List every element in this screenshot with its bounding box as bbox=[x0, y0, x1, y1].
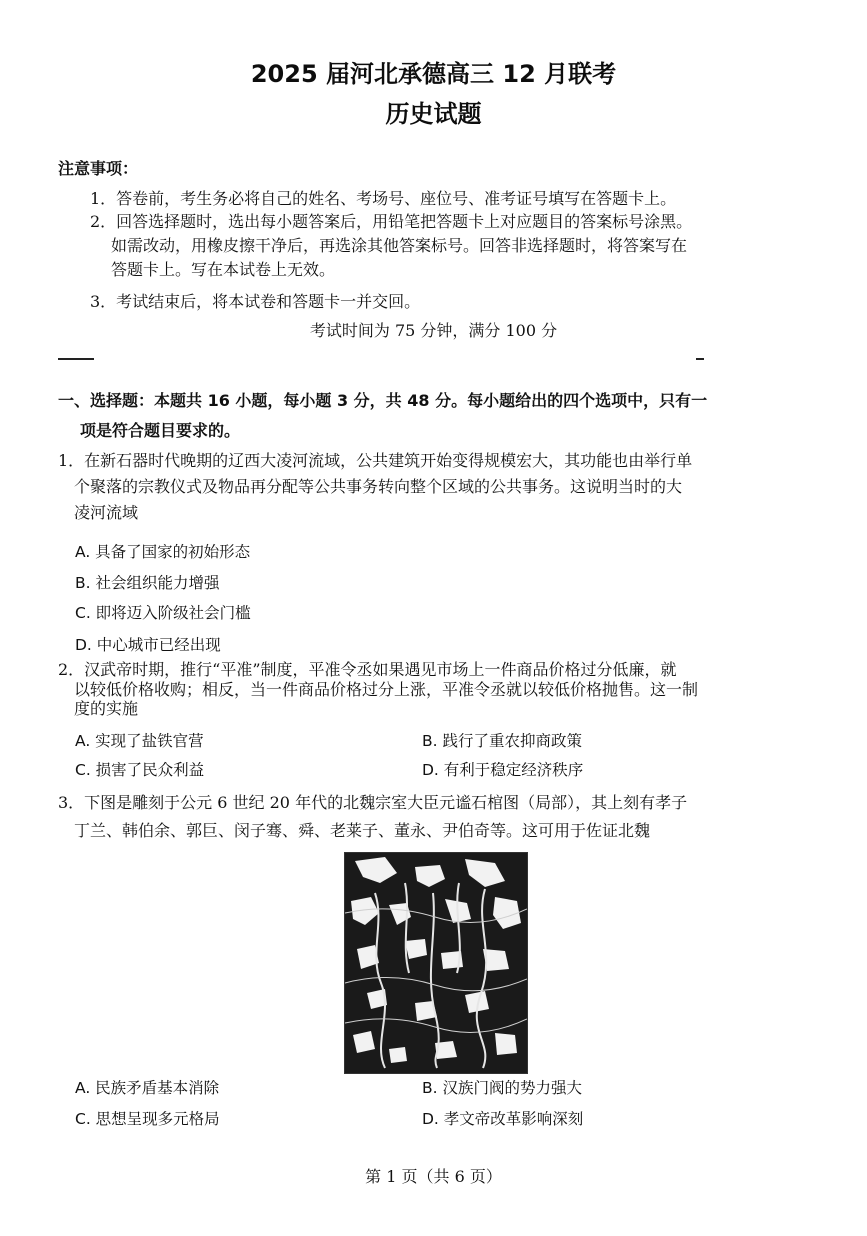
question-1-line: 1．在新石器时代晚期的辽西大凌河流域，公共建筑开始变得规模宏大，其功能也由举行单 bbox=[58, 451, 693, 470]
question-3-line: 3．下图是雕刻于公元 6 世纪 20 年代的北魏宗室大臣元谧石棺图（局部），其上刻有孝子 bbox=[58, 793, 688, 812]
question-3-option-a: A. 民族矛盾基本消除 bbox=[75, 1079, 220, 1097]
rubbing-illustration bbox=[345, 853, 527, 1073]
question-3-line: 丁兰、韩伯余、郭巨、闵子骞、舜、老莱子、董永、尹伯奇等。这可用于佐证北魏 bbox=[74, 821, 651, 840]
notice-item: 1．答卷前，考生务必将自己的姓名、考场号、座位号、准考证号填写在答题卡上。 bbox=[90, 189, 677, 208]
divider-right bbox=[696, 358, 704, 360]
section-heading: 一、选择题：本题共 16 小题，每小题 3 分，共 48 分。每小题给出的四个选项中，只有一 bbox=[58, 391, 708, 410]
section-heading: 项是符合题目要求的。 bbox=[80, 421, 241, 440]
question-3-option-c: C. 思想呈现多元格局 bbox=[75, 1110, 220, 1128]
notice-item: 2．回答选择题时，选出每小题答案后，用铅笔把答题卡上对应题目的答案标号涂黑。 bbox=[90, 212, 693, 231]
question-2-line: 2．汉武帝时期，推行“平准”制度，平准令丞如果遇见市场上一件商品价格过分低廉，就 bbox=[58, 660, 677, 679]
question-2-option-c: C. 损害了民众利益 bbox=[75, 761, 205, 779]
question-1-option-a: A. 具备了国家的初始形态 bbox=[75, 543, 251, 561]
divider-left bbox=[58, 358, 94, 360]
question-1-line: 凌河流域 bbox=[74, 503, 139, 522]
question-2-line: 以较低价格收购；相反，当一件商品价格过分上涨，平准令丞就以较低价格抛售。这一制 bbox=[74, 680, 699, 699]
question-1-option-c: C. 即将迈入阶级社会门槛 bbox=[75, 604, 251, 622]
stone-coffin-rubbing-image bbox=[344, 852, 528, 1074]
notice-item: 答题卡上。写在本试卷上无效。 bbox=[111, 260, 336, 279]
question-1-option-b: B. 社会组织能力增强 bbox=[75, 574, 220, 592]
question-1-line: 个聚落的宗教仪式及物品再分配等公共事务转向整个区域的公共事务。这说明当时的大 bbox=[74, 477, 683, 496]
notice-item: 如需改动，用橡皮擦干净后，再选涂其他答案标号。回答非选择题时，将答案写在 bbox=[111, 236, 688, 255]
subject-title: 历史试题 bbox=[385, 100, 482, 128]
question-2-option-b: B. 践行了重农抑商政策 bbox=[422, 732, 582, 750]
question-3-option-b: B. 汉族门阀的势力强大 bbox=[422, 1079, 582, 1097]
question-2-option-a: A. 实现了盐铁官营 bbox=[75, 732, 204, 750]
question-3-option-d: D. 孝文帝改革影响深刻 bbox=[422, 1110, 584, 1128]
question-2-line: 度的实施 bbox=[74, 699, 139, 718]
exam-title: 2025 届河北承德高三 12 月联考 bbox=[250, 60, 617, 88]
page-number: 第 1 页（共 6 页） bbox=[365, 1167, 502, 1186]
exam-time-info: 考试时间为 75 分钟，满分 100 分 bbox=[309, 321, 558, 340]
question-1-option-d: D. 中心城市已经出现 bbox=[75, 636, 221, 654]
notice-heading: 注意事项： bbox=[58, 159, 139, 178]
question-2-option-d: D. 有利于稳定经济秩序 bbox=[422, 761, 584, 779]
notice-item: 3．考试结束后，将本试卷和答题卡一并交回。 bbox=[90, 292, 421, 311]
